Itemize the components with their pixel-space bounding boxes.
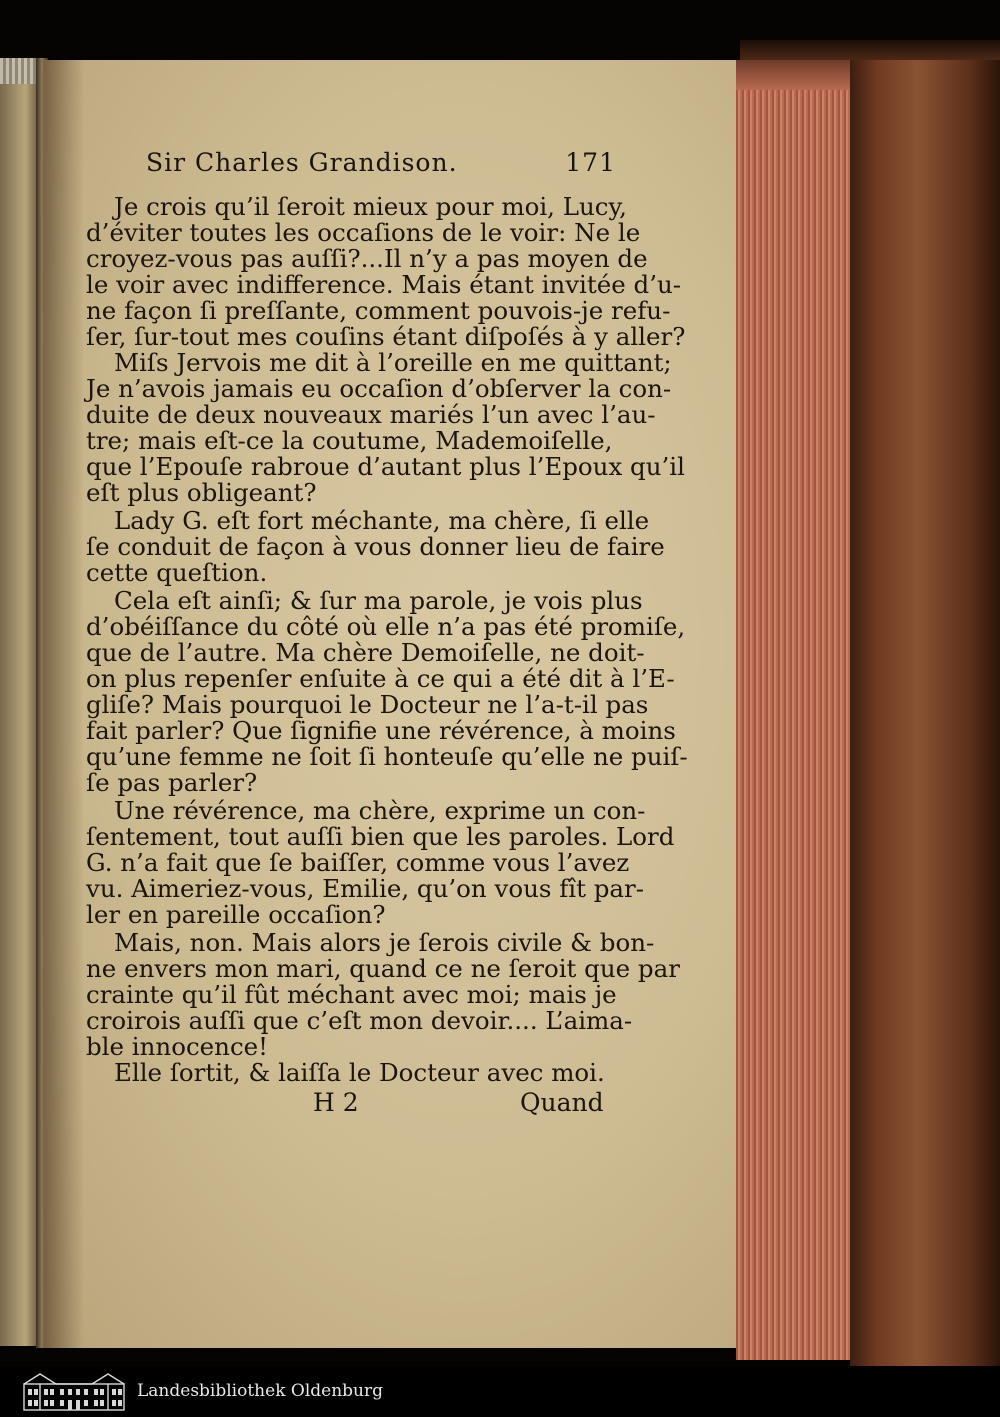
book-cover bbox=[850, 60, 1000, 1366]
text-line: ne envers mon mari, quand ce ne ſeroit que par bbox=[86, 954, 680, 983]
text-line: Lady G. eſt fort méchante, ma chère, ſi elle bbox=[114, 506, 650, 535]
text-line: eſt plus obligeant? bbox=[86, 478, 317, 507]
text-line: ler en pareille occaſion? bbox=[86, 900, 386, 929]
text-line: G. n’a fait que ſe baiſſer, comme vous l’avez bbox=[86, 848, 630, 877]
text-line: tre; mais eſt-ce la coutume, Mademoiſelle, bbox=[86, 426, 613, 455]
text-line: ſe conduit de façon à vous donner lieu de faire bbox=[86, 532, 665, 561]
text-line: le voir avec indifference. Mais étant invitée d’u- bbox=[86, 270, 682, 299]
text-line: ne façon ſi preſſante, comment pouvois-je refu- bbox=[86, 296, 671, 325]
text-line: Je crois qu’il ſeroit mieux pour moi, Lucy, bbox=[114, 192, 627, 221]
page-edges-top bbox=[736, 60, 858, 90]
text-line: ſe pas parler? bbox=[86, 768, 258, 797]
running-head: Sir Charles Grandison. bbox=[146, 148, 458, 177]
text-line: Mais, non. Mais alors je ſerois civile & bon- bbox=[114, 928, 655, 957]
text-line: vu. Aimeriez-vous, Emilie, qu’on vous fît par- bbox=[86, 874, 645, 903]
library-name: Landesbibliothek Oldenburg bbox=[137, 1381, 384, 1401]
catchword: Quand bbox=[520, 1088, 604, 1117]
text-line: crainte qu’il fût méchant avec moi; mais je bbox=[86, 980, 617, 1009]
text-line: fait parler? Que ſignifie une révérence, à moins bbox=[86, 716, 676, 745]
page-header bbox=[146, 148, 616, 188]
page-edges bbox=[736, 60, 858, 1360]
text-line: on plus repenſer enſuite à ce qui a été dit à l’E- bbox=[86, 664, 675, 693]
text-line: ſentement, tout auſſi bien que les paroles. Lord bbox=[86, 822, 675, 851]
page-number: 171 bbox=[565, 148, 616, 177]
text-line: Une révérence, ma chère, exprime un con- bbox=[114, 796, 646, 825]
text-line: Elle ſortit, & laiſſa le Docteur avec moi. bbox=[114, 1058, 605, 1087]
text-line: gliſe? Mais pourquoi le Docteur ne l’a-t-il pas bbox=[86, 690, 649, 719]
text-line: ſer, ſur-tout mes couſins étant diſpoſés à y aller? bbox=[86, 322, 686, 351]
text-line: duite de deux nouveaux mariés l’un avec l’au- bbox=[86, 400, 656, 429]
text-line: croirois auſſi que c’eſt mon devoir.... L’aima- bbox=[86, 1006, 633, 1035]
text-line: croyez-vous pas auſſi?...Il n’y a pas moyen de bbox=[86, 244, 648, 273]
text-line: que l’Epouſe rabroue d’autant plus l’Epoux qu’il bbox=[86, 452, 685, 481]
text-line: d’obéiſſance du côté où elle n’a pas été promiſe, bbox=[86, 612, 686, 641]
text-line: d’éviter toutes les occaſions de le voir: Ne le bbox=[86, 218, 641, 247]
text-line: Cela eſt ainſi; & ſur ma parole, je vois plus bbox=[114, 586, 643, 615]
text-line: Je n’avois jamais eu occaſion d’obſerver la con- bbox=[86, 374, 672, 403]
text-line: que de l’autre. Ma chère Demoiſelle, ne doit- bbox=[86, 638, 645, 667]
text-line: qu’une femme ne ſoit ſi honteuſe qu’elle ne puiſ- bbox=[86, 742, 688, 771]
text-line: Miſs Jervois me dit à l’oreille en me quittant; bbox=[114, 348, 672, 377]
text-line: ble innocence! bbox=[86, 1032, 269, 1061]
signature-mark: H 2 bbox=[313, 1088, 359, 1117]
text-line: cette queſtion. bbox=[86, 558, 268, 587]
library-footer bbox=[0, 1366, 1000, 1417]
library-building-icon bbox=[22, 1370, 126, 1412]
page-shadow bbox=[44, 60, 84, 1348]
